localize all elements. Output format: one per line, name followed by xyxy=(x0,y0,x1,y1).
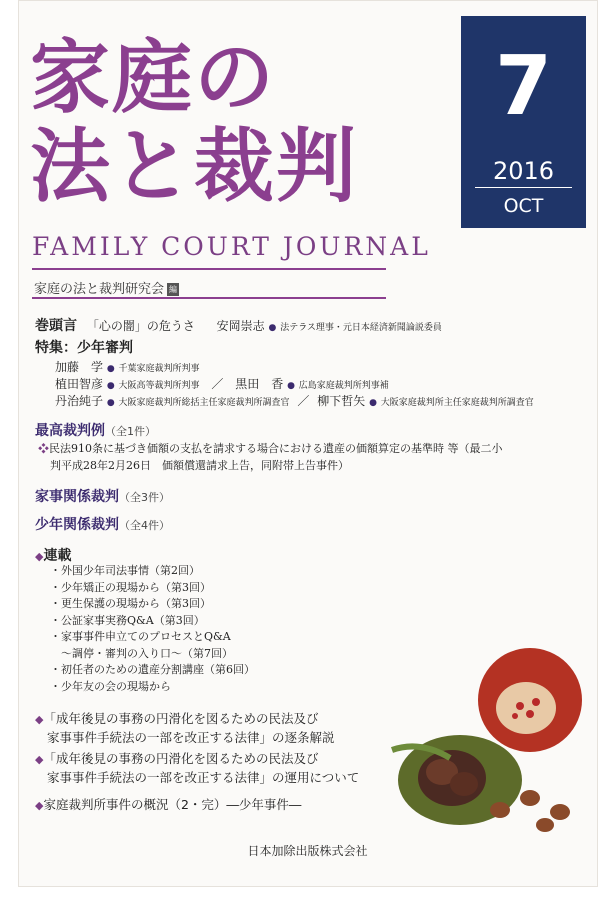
feature-text: 「成年後見の事務の円滑化を図るための民法及び xyxy=(43,751,319,766)
feature-text: 家事事件手続法の一部を改正する法律」の運用について xyxy=(47,770,360,785)
editor-name: 家庭の法と裁判研究会 xyxy=(34,282,165,297)
foreword-label: 巻頭言 xyxy=(35,318,77,334)
issue-box xyxy=(461,16,586,228)
serial-title: 連載 xyxy=(43,548,72,564)
fruit-illustration xyxy=(380,640,590,840)
foreword-author: 安岡崇志 xyxy=(216,319,265,333)
bullet-icon: ● xyxy=(106,364,115,374)
feature-1 xyxy=(35,710,335,747)
bullet-icon: ● xyxy=(106,398,115,408)
publisher-name: 日本加除出版株式会社 xyxy=(247,844,368,858)
author-name: 植田智彦 xyxy=(55,377,104,391)
feature-text: 「成年後見の事務の円滑化を図るための民法及び xyxy=(43,711,319,726)
supreme-case-line-2 xyxy=(50,457,349,473)
serial-item: ・更生保護の現場から（第3回） xyxy=(50,597,211,610)
bullet-icon: ● xyxy=(287,381,295,391)
issue-divider xyxy=(475,187,572,188)
issue-year: 2016 xyxy=(492,157,555,185)
nut xyxy=(520,790,540,806)
foreword-title: 「心の闇」の危うさ xyxy=(86,319,195,333)
family-cases-title: 家事関係裁判 xyxy=(35,489,119,505)
title-line-1: 家庭の xyxy=(30,31,276,124)
juvenile-cases xyxy=(35,514,170,534)
case-text: 民法910条に基づき価額の支払を請求する場合における遺産の価額算定の基準時 等（最二小 xyxy=(49,442,503,455)
bullet-icon: ● xyxy=(106,381,115,391)
diamond-icon: ◆ xyxy=(35,753,44,766)
serial-list xyxy=(50,563,255,695)
feature-text: 家事事件手続法の一部を改正する法律」の逐条解説 xyxy=(47,730,335,745)
title-line-2: 法と裁判 xyxy=(30,120,358,213)
serial-item: ・初任者のための遺産分割講座（第6回） xyxy=(50,663,255,676)
serial-item: ・少年矯正の現場から（第3回） xyxy=(50,580,211,594)
supreme-case-line-1 xyxy=(38,440,503,456)
serial-item: ・外国少年司法事情（第2回） xyxy=(50,564,200,577)
juvenile-cases-title: 少年関係裁判 xyxy=(35,517,119,533)
issue-number: 7 xyxy=(494,39,553,134)
author-name: 柳下哲矢 xyxy=(317,394,366,408)
juvenile-cases-count: （全4件） xyxy=(119,519,170,532)
title-rule-bottom xyxy=(32,297,386,299)
supreme-count: （全1件） xyxy=(105,425,156,438)
author-affiliation: 大阪家庭裁判所総括主任家庭裁判所調査官 xyxy=(118,398,290,408)
bullet-icon: ● xyxy=(268,323,277,333)
foreword xyxy=(35,315,442,335)
serial-item: ・少年友の会の現場から xyxy=(50,679,171,693)
author-affiliation: 広島家庭裁判所判事補 xyxy=(298,381,389,391)
author-name: 丹治純子 xyxy=(55,394,104,408)
foreword-affiliation: 法テラス理事・元日本経済新聞論説委員 xyxy=(280,323,442,333)
author-affiliation: 大阪高等裁判所判事 xyxy=(118,381,200,391)
author-name: 黒田 香 xyxy=(235,377,284,391)
special-author-row-2: 植田智彦 ● 大阪高等裁判所判事 ／ 黒田 香 ● 広島家庭裁判所判事補 xyxy=(55,377,389,391)
editor xyxy=(34,278,179,297)
editor-stamp: 編 xyxy=(169,285,178,294)
overview xyxy=(35,795,301,813)
special-author-row-3: 丹治純子 ● 大阪家庭裁判所総括主任家庭裁判所調査官 ／ 柳下哲矢 ● 大阪家庭裁判所主任家庭裁判所調査官 xyxy=(55,394,534,408)
special-title: 特集：少年審判 xyxy=(35,340,133,356)
special-heading xyxy=(35,337,133,357)
title-rule-top xyxy=(32,268,386,270)
family-cases-count: （全3件） xyxy=(119,491,170,504)
bullet-icon: ● xyxy=(369,398,377,408)
serial-item: ～調停・審判の入り口～（第7回） xyxy=(50,646,233,660)
family-cases xyxy=(35,486,170,506)
case-text: 判平成28年2月26日 価額償還請求上告，同附帯上告事件） xyxy=(50,459,349,472)
diamond-icon: ❖ xyxy=(38,442,49,455)
nut xyxy=(490,802,510,818)
diamond-icon: ◆ xyxy=(35,550,44,563)
issue-month: OCT xyxy=(503,195,544,217)
nut xyxy=(550,804,570,820)
author-affiliation: 千葉家庭裁判所判事 xyxy=(118,364,200,374)
english-title: FAMILY COURT JOURNAL xyxy=(32,232,431,261)
diamond-icon: ◆ xyxy=(35,799,44,812)
feature-2 xyxy=(35,750,359,787)
serial-item: ・家事事件申立てのプロセスとQ&A xyxy=(50,630,231,643)
pomegranate-inside xyxy=(496,682,556,734)
serial-heading xyxy=(35,545,71,565)
supreme-heading xyxy=(35,420,156,440)
author-affiliation: 大阪家庭裁判所主任家庭裁判所調査官 xyxy=(380,398,534,408)
chestnut xyxy=(450,772,478,796)
diamond-icon: ◆ xyxy=(35,713,44,726)
serial-item: ・公証家事実務Q&A（第3回） xyxy=(50,613,205,627)
author-name: 加藤 学 xyxy=(55,360,104,374)
nut xyxy=(536,818,554,832)
special-author-row-1 xyxy=(55,358,200,375)
overview-text: 家庭裁判所事件の概況（2・完）―少年事件― xyxy=(43,797,302,812)
supreme-title: 最高裁判例 xyxy=(35,423,105,439)
